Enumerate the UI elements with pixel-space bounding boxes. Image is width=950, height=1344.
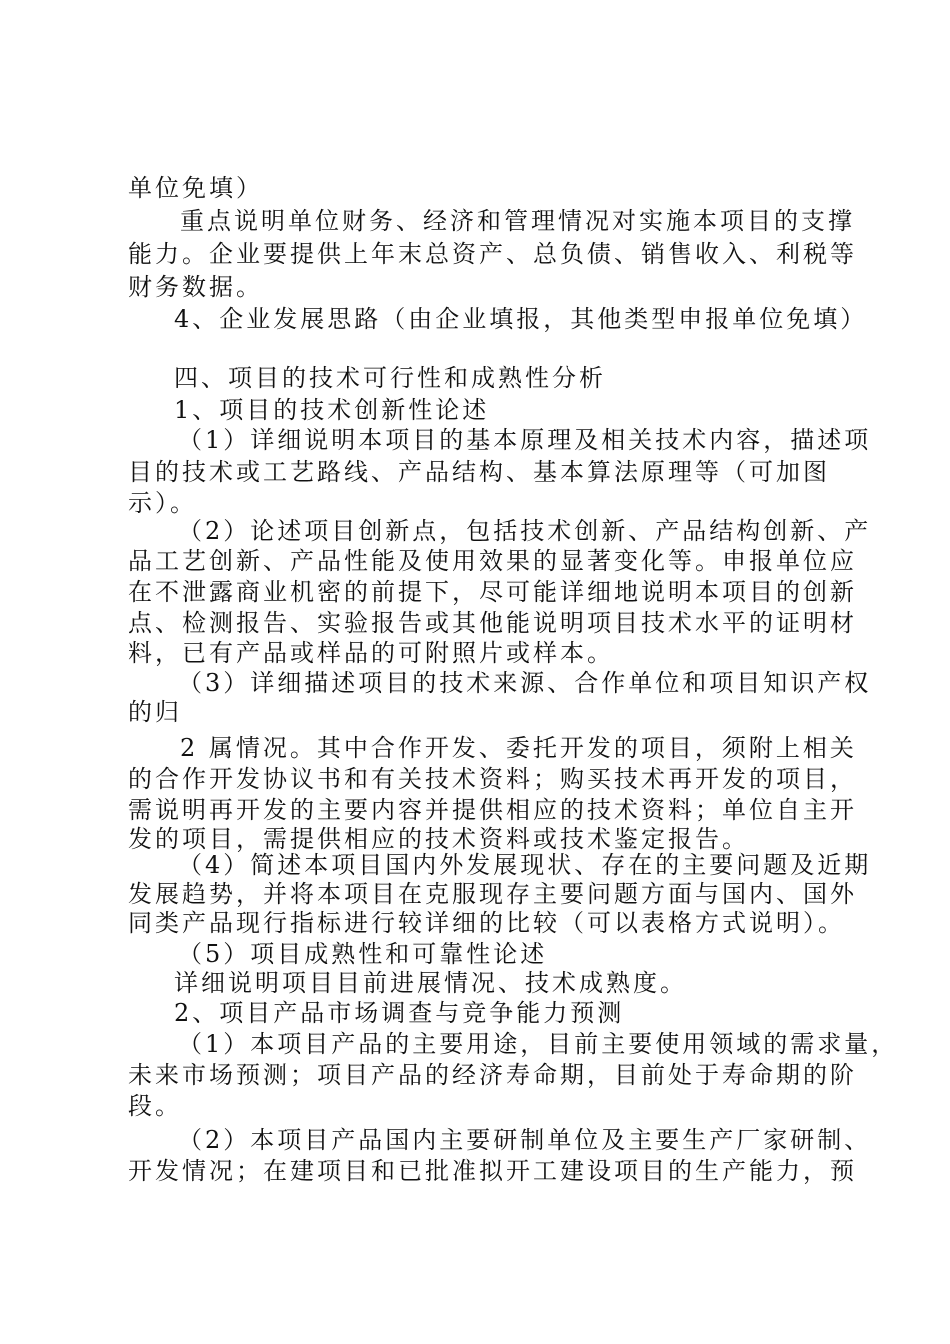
text-line: 发的项目，需提供相应的技术资料或技术鉴定报告。	[128, 825, 749, 853]
subsection-heading: 2、项目产品市场调查与竞争能力预测	[174, 999, 625, 1027]
text-line: 的合作开发协议书和有关技术资料；购买技术再开发的项目，	[128, 765, 857, 793]
text-line: 能力。企业要提供上年末总资产、总负债、销售收入、利税等	[128, 240, 857, 268]
text-line: 开发情况；在建项目和已批准拟开工建设项目的生产能力，预	[128, 1157, 857, 1185]
text-line: 示）。	[128, 489, 197, 517]
subsection-heading: （5）项目成熟性和可靠性论述	[178, 940, 548, 968]
text-line: （1）详细说明本项目的基本原理及相关技术内容，描述项	[178, 426, 872, 454]
text-line: 需说明再开发的主要内容并提供相应的技术资料；单位自主开	[128, 796, 857, 824]
text-line: 目的技术或工艺路线、产品结构、基本算法原理等（可加图	[128, 458, 830, 486]
text-line: 的归	[128, 698, 182, 726]
text-line: （2）本项目产品国内主要研制单位及主要生产厂家研制、	[178, 1126, 872, 1154]
text-line: 详细说明项目目前进展情况、技术成熟度。	[174, 969, 687, 997]
text-line: 同类产品现行指标进行较详细的比较（可以表格方式说明）。	[128, 909, 845, 937]
text-line: 单位免填）	[128, 174, 263, 202]
text-line: 点、检测报告、实验报告或其他能说明项目技术水平的证明材	[128, 609, 857, 637]
text-line: 在不泄露商业机密的前提下，尽可能详细地说明本项目的创新	[128, 578, 857, 606]
text-line: 料，已有产品或样品的可附照片或样本。	[128, 639, 614, 667]
text-line: 4、企业发展思路（由企业填报，其他类型申报单位免填）	[174, 305, 868, 333]
text-line: 发展趋势，并将本项目在克服现存主要问题方面与国内、国外	[128, 880, 857, 908]
text-line: （2）论述项目创新点，包括技术创新、产品结构创新、产	[178, 517, 872, 545]
text-line: （1）本项目产品的主要用途，目前主要使用领域的需求量，	[178, 1030, 899, 1058]
subsection-heading: 1、项目的技术创新性论述	[174, 396, 490, 424]
text-line: （3）详细描述项目的技术来源、合作单位和项目知识产权	[178, 669, 872, 697]
text-line: （4）简述本项目国内外发展现状、存在的主要问题及近期	[178, 851, 872, 879]
text-line: 品工艺创新、产品性能及使用效果的显著变化等。申报单位应	[128, 547, 857, 575]
text-line: 重点说明单位财务、经济和管理情况对实施本项目的支撑	[180, 207, 855, 235]
text-line: 财务数据。	[128, 273, 263, 301]
text-line: 未来市场预测；项目产品的经济寿命期，目前处于寿命期的阶	[128, 1061, 857, 1089]
text-line: 段。	[128, 1092, 182, 1120]
text-line: 2 属情况。其中合作开发、委托开发的项目，须附上相关	[180, 734, 857, 762]
section-heading: 四、项目的技术可行性和成熟性分析	[174, 364, 606, 392]
